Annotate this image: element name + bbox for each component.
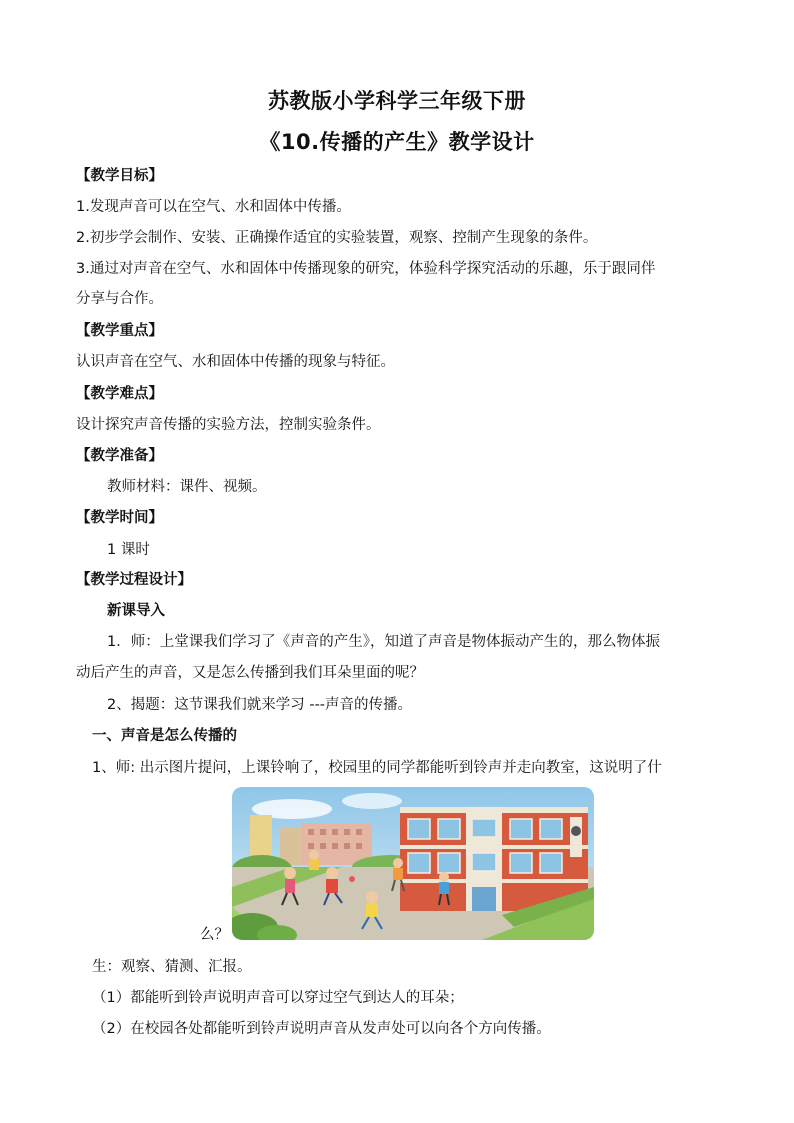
intro-1-line1: 1．师：上堂课我们学习了《声音的产生》，知道了声音是物体振动产生的，那么物体振 <box>107 634 660 650</box>
doc-title: 苏教版小学科学三年级下册 <box>268 89 526 113</box>
time-text: 1 课时 <box>107 542 150 558</box>
section-heading-prep: 【教学准备】 <box>76 448 163 464</box>
prep-text: 教师材料：课件、视频。 <box>107 479 267 495</box>
intro-1-line2: 动后产生的声音，又是怎么传播到我们耳朵里面的呢？ <box>76 665 424 681</box>
key-text: 认识声音在空气、水和固体中传播的现象与特征。 <box>76 354 395 370</box>
intro-heading: 新课导入 <box>107 603 165 619</box>
section-heading-difficulty: 【教学难点】 <box>76 386 163 402</box>
part1-heading: 一、声音是怎么传播的 <box>92 728 237 744</box>
student-activity: 生：观察、猜测、汇报。 <box>92 959 252 975</box>
section-heading-time: 【教学时间】 <box>76 510 163 526</box>
section-heading-key: 【教学重点】 <box>76 323 163 339</box>
schoolyard-illustration <box>232 787 594 940</box>
goal-1: 1.发现声音可以在空气、水和固体中传播。 <box>76 199 351 215</box>
question-1-line2: 么？ <box>200 927 229 943</box>
goal-3-line2: 分享与合作。 <box>76 291 163 307</box>
question-1-line1: 1、师: 出示图片提问，上课铃响了，校园里的同学都能听到铃声并走向教室，这说明了什 <box>92 760 662 776</box>
intro-2: 2、揭题：这节课我们就来学习 ---声音的传播。 <box>107 697 413 713</box>
answer-2: （2）在校园各处都能听到铃声说明声音从发声处可以向各个方向传播。 <box>92 1021 551 1037</box>
goal-3-line1: 3.通过对声音在空气、水和固体中传播现象的研究，体验科学探究活动的乐趣，乐于跟同伴 <box>76 261 656 277</box>
section-heading-goals: 【教学目标】 <box>76 168 163 184</box>
answer-1: （1）都能听到铃声说明声音可以穿过空气到达人的耳朵； <box>92 990 464 1006</box>
section-heading-process: 【教学过程设计】 <box>76 572 192 588</box>
difficulty-text: 设计探究声音传播的实验方法，控制实验条件。 <box>76 417 381 433</box>
doc-subtitle: 《10.传播的产生》教学设计 <box>259 130 535 154</box>
goal-2: 2.初步学会制作、安装、正确操作适宜的实验装置，观察、控制产生现象的条件。 <box>76 230 598 246</box>
